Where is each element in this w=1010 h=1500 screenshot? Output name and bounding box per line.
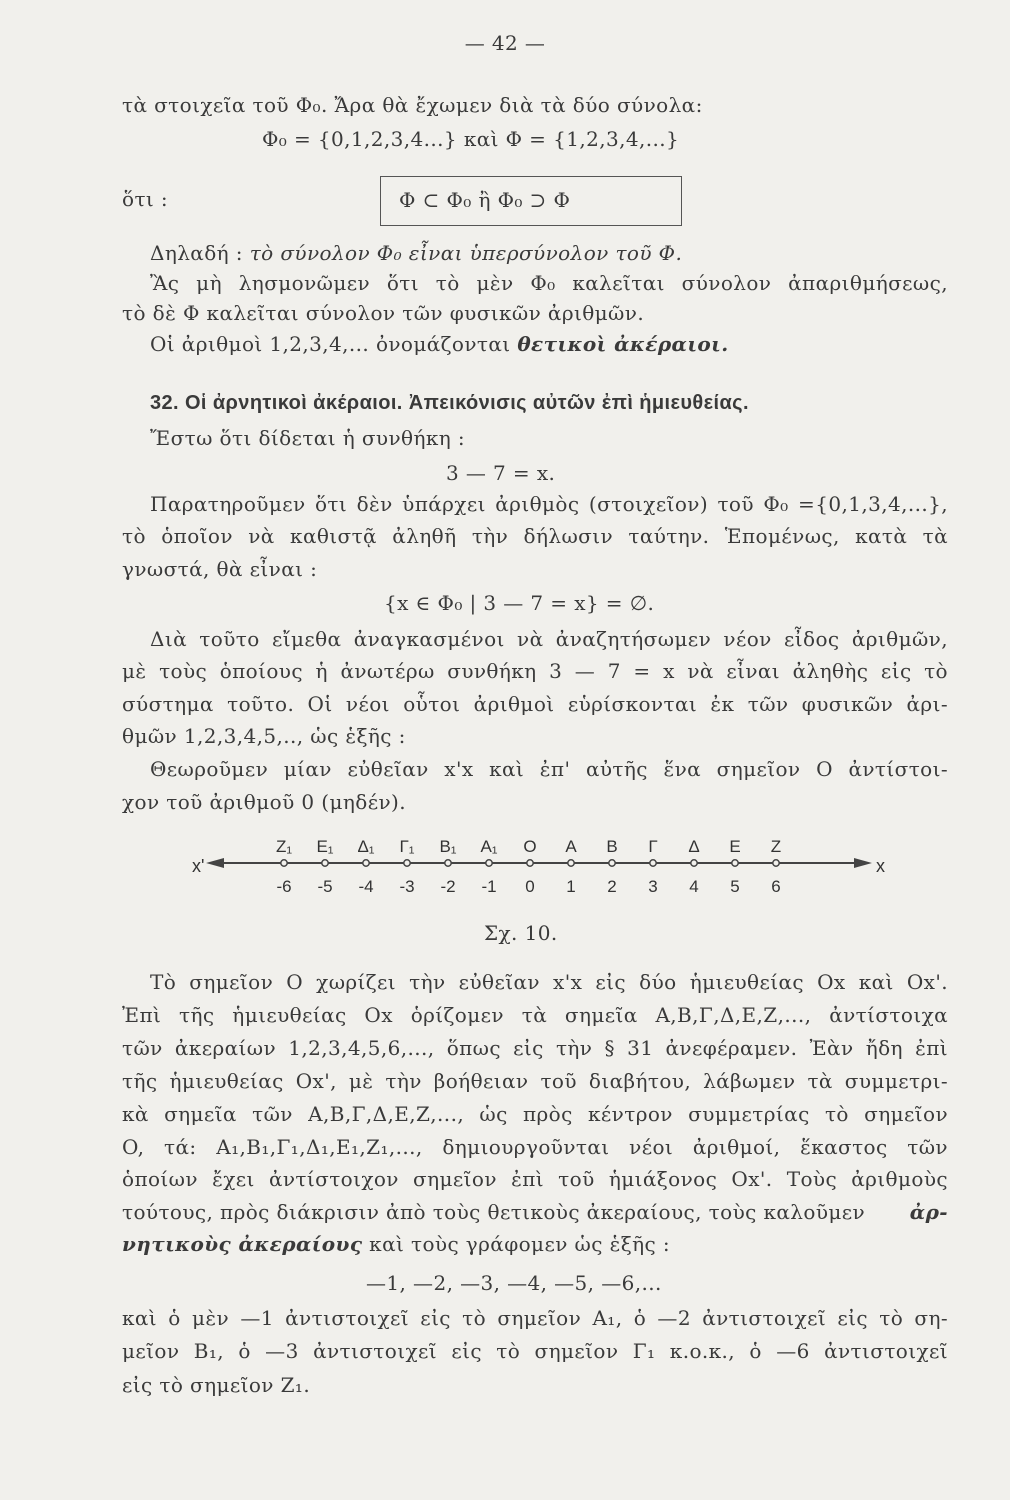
point-label: Z₁ [275,837,293,856]
number-label: -2 [440,877,456,896]
number-label: 5 [730,877,740,896]
text-line: ὁποίων ἔχει ἀντίστοιχον σημεῖον ἐπὶ τοῦ ἡμιάξονος Ox'. Τοὺς ἀριθμοὺς [122,1167,948,1191]
bold-italic-run: θετικοὶ ἀκέραιοι. [517,332,729,356]
number-label: 1 [566,877,576,896]
text-line: θμῶν 1,2,3,4,5,.., ὡς ἑξῆς : [122,724,406,748]
text-run: Δηλαδή : [150,241,243,265]
number-label: 2 [607,877,617,896]
bold-italic-run: νητικοὺς ἀκεραίους [122,1232,363,1256]
boxed-formula-text: Φ ⊂ Φ₀ ἢ Φ₀ ⊃ Φ [399,188,571,212]
equation: {x ∈ Φ₀ | 3 — 7 = x} = ∅. [384,591,655,615]
italic-run: τὸ σύνολον Φ₀ εἶναι ὑπερσύνολον τοῦ Φ. [249,241,683,265]
text-line: τὸ δὲ Φ καλεῖται σύνολον τῶν φυσικῶν ἀριθμῶν. [122,301,645,325]
text-line: γνωστά, θὰ εἶναι : [122,557,318,581]
text-line: Ἔστω ὅτι δίδεται ἡ συνθήκη : [150,426,466,450]
point-marker [568,860,574,866]
point-marker [691,860,697,866]
number-label: -4 [358,877,374,896]
number-label: 3 [648,877,658,896]
point-label: Δ [688,837,700,856]
equation: —1, —2, —3, —4, —5, —6,... [366,1271,662,1295]
point-marker [732,860,738,866]
text-line: τὸ ὁποῖον νὰ καθιστᾷ ἀληθῆ τὴν δήλωσιν ταύτην. Ἑπομένως, κατὰ τὰ [122,524,948,548]
point-marker [650,860,656,866]
number-label: -5 [317,877,333,896]
point-label: E₁ [316,837,334,856]
number-line-figure [190,830,910,910]
point-marker [322,860,328,866]
point-marker [404,860,410,866]
number-label: 0 [525,877,535,896]
text-line: Ἂς μὴ λησμονῶμεν ὅτι τὸ μὲν Φ₀ καλεῖται σύνολον ἀπαριθμήσεως, [150,271,948,295]
number-label: -1 [481,877,497,896]
text-line: Παρατηροῦμεν ὅτι δὲν ὑπάρχει ἀριθμὸς (στοιχεῖον) τοῦ Φ₀ ={0,1,3,4,...}, [150,492,948,516]
text-line: O, τά: Α₁,Β₁,Γ₁,Δ₁,Ε₁,Ζ₁,..., δημιουργοῦνται νέοι ἀριθμοί, ἕκαστος τῶν [122,1135,948,1159]
text-run: καὶ τοὺς γράφομεν ὡς ἑξῆς : [369,1232,671,1256]
text-line: τὰ στοιχεῖα τοῦ Φ₀. Ἄρα θὰ ἔχωμεν διὰ τὰ δύο σύνολα: [122,93,703,117]
point-label: B₁ [439,837,457,856]
text-line: τῶν ἀκεραίων 1,2,3,4,5,6,..., ὅπως εἰς τὴν § 31 ἀνεφέραμεν. Ἐὰν ἤδη ἐπὶ [122,1036,948,1060]
text-line: Τὸ σημεῖον O χωρίζει τὴν εὐθεῖαν x'x εἰς δύο ἡμιευθείας Ox καὶ Ox'. [150,970,948,994]
text-line: μὲ τοὺς ὁποίους ἡ ἀνωτέρω συνθήκη 3 — 7 = x νὰ εἶναι ἀληθὴς εἰς τὸ [122,659,948,683]
point-label: Δ₁ [357,837,375,856]
point-label: Γ₁ [399,837,415,856]
point-label: E [729,837,741,856]
text-line: χον τοῦ ἀριθμοῦ 0 (μηδέν). [122,790,406,814]
right-arrow-icon [854,858,872,868]
text-line: Ἐπὶ τῆς ἡμιευθείας Ox ὁρίζομεν τὰ σημεῖα Α,Β,Γ,Δ,Ε,Ζ,..., ἀντίστοιχα [122,1003,948,1027]
point-marker [609,860,615,866]
text-line: μεῖον Β₁, ὁ —3 ἀντιστοιχεῖ εἰς τὸ σημεῖον Γ₁ κ.ο.κ., ὁ —6 ἀντιστοιχεῖ [122,1339,948,1363]
number-label: 4 [689,877,699,896]
boxed-formula [380,176,682,226]
text-line: Διὰ τοῦτο εἴμεθα ἀναγκασμένοι νὰ ἀναζητήσωμεν νέον εἶδος ἀριθμῶν, [150,627,948,651]
number-label: -6 [276,877,292,896]
equation: 3 — 7 = x. [446,461,556,485]
point-marker [773,860,779,866]
point-marker [281,860,287,866]
left-end-label: x' [192,856,205,876]
text-line: Θεωροῦμεν μίαν εὐθεῖαν x'x καὶ ἐπ' αὐτῆς ἕνα σημεῖον O ἀντίστοι- [150,757,948,781]
section-heading: 32. Οἱ ἀρνητικοὶ ἀκέραιοι. Ἀπεικόνισις αὐτῶν ἐπὶ ἡμιευθείας. [150,392,749,414]
figure-caption: Σχ. 10. [484,921,558,945]
page-number: — 42 — [464,31,546,55]
text-run: Οἱ ἀριθμοὶ 1,2,3,4,... ὀνομάζονται [150,332,511,356]
left-arrow-icon [206,858,224,868]
text-line: ὅτι : [122,187,169,211]
point-marker [527,860,533,866]
bold-italic-run: ἀρ- [909,1200,948,1224]
point-label: Γ [648,837,658,856]
text-run: τούτους, πρὸς διάκρισιν ἀπὸ τοὺς θετικοὺς ἀκεραίους, τοὺς καλοῦμεν [122,1200,866,1224]
number-label: -3 [399,877,415,896]
right-end-label: x [876,856,885,876]
number-label: 6 [771,877,781,896]
point-marker [445,860,451,866]
text-line: σύστημα τοῦτο. Οἱ νέοι οὗτοι ἀριθμοὶ εὑρίσκονται ἐκ τῶν φυσικῶν ἀρι- [122,692,948,716]
text-line: καὶ ὁ μὲν —1 ἀντιστοιχεῖ εἰς τὸ σημεῖον Α₁, ὁ —2 ἀντιστοιχεῖ εἰς τὸ ση- [122,1306,948,1330]
point-label: B [606,837,618,856]
text-line [150,331,729,357]
text-line: κὰ σημεῖα τῶν Α,Β,Γ,Δ,Ε,Ζ,..., ὡς πρὸς κέντρον συμμετρίας τὸ σημεῖον [122,1102,948,1126]
text-line: τῆς ἡμιευθείας Ox', μὲ τὴν βοήθειαν τοῦ διαβήτου, λάβωμεν τὰ συμμετρι- [122,1069,948,1093]
point-label: A [565,837,577,856]
point-marker [486,860,492,866]
point-label: O [523,837,537,856]
text-line [122,1199,948,1225]
point-marker [363,860,369,866]
sets-equation: Φ₀ = {0,1,2,3,4...} καὶ Φ = {1,2,3,4,...} [262,127,680,151]
point-label: A₁ [480,837,498,856]
text-line: εἰς τὸ σημεῖον Ζ₁. [122,1373,311,1397]
point-label: Z [770,837,782,856]
text-line [150,240,682,266]
text-line [122,1231,670,1257]
